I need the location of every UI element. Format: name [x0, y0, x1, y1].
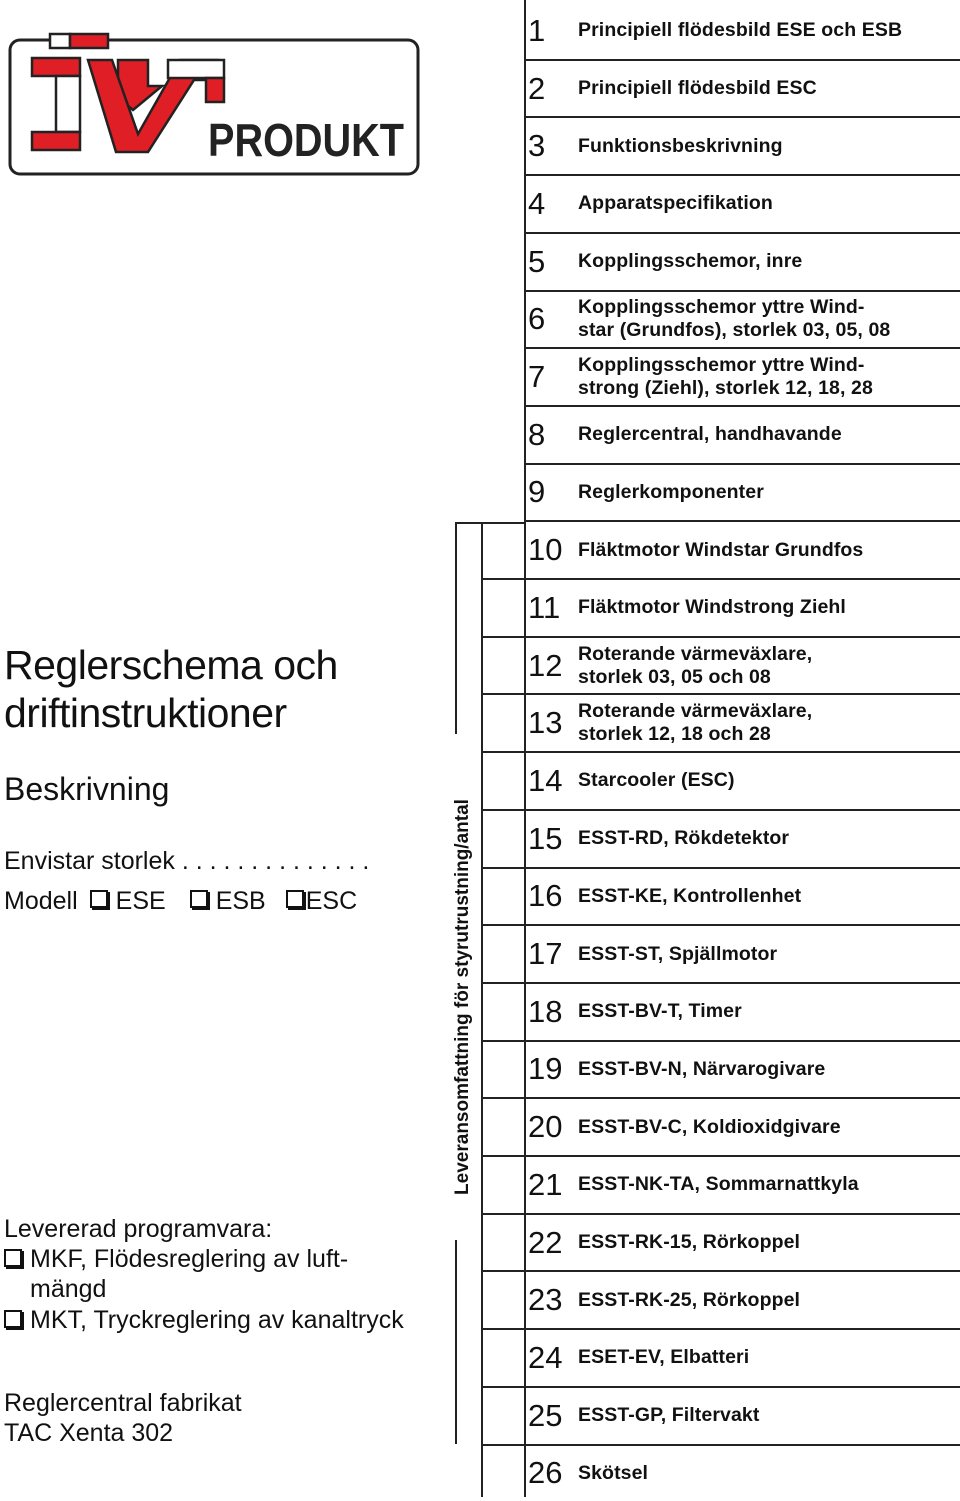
toc-number: 5 — [524, 244, 578, 280]
toc-row[interactable] — [524, 638, 960, 694]
toc-label: ESST-BV-T, Timer — [578, 1000, 742, 1023]
toc-label: Roterande värmeväxlare, storlek 03, 05 och 08 — [578, 643, 812, 689]
toc-label: Fläktmotor Windstar Grundfos — [578, 539, 863, 562]
toc-number: 22 — [524, 1225, 578, 1261]
toc-label: Fläktmotor Windstrong Ziehl — [578, 596, 846, 619]
toc-row[interactable] — [524, 3, 960, 59]
model-ese-label: ESE — [116, 886, 166, 916]
toc-row[interactable] — [524, 61, 960, 117]
model-esc-label: ESC — [306, 886, 357, 916]
software-item-mkf-line1: MKF, Flödesreglering av luft- — [30, 1245, 348, 1273]
toc-row[interactable] — [524, 522, 960, 578]
count-column-top-rule — [455, 522, 525, 524]
delivery-column-line-lower — [455, 1240, 457, 1444]
software-item-mkt — [4, 1305, 404, 1335]
toc-number: 7 — [524, 359, 578, 395]
toc-number: 10 — [524, 532, 578, 568]
size-field: Envistar storlek . . . . . . . . . . . . . . — [4, 846, 369, 876]
toc-row[interactable] — [524, 1215, 960, 1271]
software-item-mkt-line1: MKT, Tryckreglering av kanaltryck — [30, 1306, 404, 1334]
delivery-scope-label: Leveransomfattning för styrutrustning/antal — [452, 777, 476, 1217]
toc-label: Kopplingsschemor yttre Wind- star (Grundfos), storlek 03, 05, 08 — [578, 296, 890, 342]
toc-label: ESST-RD, Rökdetektor — [578, 827, 789, 850]
toc-label: ESST-BV-N, Närvarogivare — [578, 1058, 825, 1081]
toc-row[interactable] — [524, 753, 960, 809]
toc-label: Principiell flödesbild ESC — [578, 77, 817, 100]
toc-row[interactable] — [524, 695, 960, 751]
doc-title-line2: driftinstruktioner — [4, 690, 287, 736]
toc-label: ESST-BV-C, Koldioxidgivare — [578, 1116, 841, 1139]
toc-row[interactable] — [524, 1446, 960, 1501]
toc-number: 23 — [524, 1282, 578, 1318]
toc-number: 11 — [524, 590, 578, 626]
toc-label: Principiell flödesbild ESE och ESB — [578, 19, 902, 42]
toc-row[interactable] — [524, 118, 960, 174]
checkbox-esb[interactable] — [190, 890, 208, 908]
toc-label: ESST-ST, Spjällmotor — [578, 943, 777, 966]
checkbox-esc[interactable] — [286, 890, 304, 908]
software-item-mkf-line2: mängd — [30, 1274, 106, 1304]
toc-label: ESST-KE, Kontrollenhet — [578, 885, 801, 908]
toc-label: Reglerkomponenter — [578, 481, 764, 504]
toc-number: 25 — [524, 1398, 578, 1434]
toc-number: 14 — [524, 763, 578, 799]
model-esb-label: ESB — [216, 886, 266, 916]
model-row — [4, 886, 357, 916]
doc-title-line1: Reglerschema och — [4, 642, 338, 688]
toc-number: 12 — [524, 648, 578, 684]
toc-row[interactable] — [524, 465, 960, 521]
toc-number: 19 — [524, 1051, 578, 1087]
toc-label: Reglercentral, handhavande — [578, 423, 842, 446]
toc-number: 6 — [524, 301, 578, 337]
checkbox-ese[interactable] — [90, 890, 108, 908]
toc-label: Skötsel — [578, 1462, 648, 1485]
software-item-mkf — [4, 1244, 348, 1274]
toc-number: 4 — [524, 186, 578, 222]
toc-number: 15 — [524, 821, 578, 857]
toc-row[interactable] — [524, 1042, 960, 1098]
toc-number: 13 — [524, 705, 578, 741]
toc-row[interactable] — [524, 1388, 960, 1444]
toc-number: 26 — [524, 1455, 578, 1491]
toc-number: 24 — [524, 1340, 578, 1376]
toc-number: 3 — [524, 128, 578, 164]
toc-number: 9 — [524, 474, 578, 510]
toc-row[interactable] — [524, 407, 960, 463]
toc-label: Funktionsbeskrivning — [578, 135, 783, 158]
toc-label: ESST-NK-TA, Sommarnattkyla — [578, 1173, 859, 1196]
toc-row[interactable] — [524, 869, 960, 925]
toc-row[interactable] — [524, 1157, 960, 1213]
toc-row[interactable] — [524, 984, 960, 1040]
toc-number: 2 — [524, 71, 578, 107]
count-column-line — [481, 522, 483, 1497]
toc-number: 18 — [524, 994, 578, 1030]
toc-number: 8 — [524, 417, 578, 453]
controller-line1: Reglercentral fabrikat — [4, 1388, 242, 1418]
toc-row[interactable] — [524, 176, 960, 232]
toc-label: ESST-RK-25, Rörkoppel — [578, 1289, 800, 1312]
toc-row[interactable] — [524, 292, 960, 348]
toc-number: 1 — [524, 13, 578, 49]
toc-row[interactable] — [524, 1272, 960, 1328]
section-heading: Beskrivning — [4, 771, 169, 808]
toc-row[interactable] — [524, 580, 960, 636]
toc-label: Roterande värmeväxlare, storlek 12, 18 och 28 — [578, 700, 812, 746]
model-label: Modell — [4, 886, 78, 916]
toc-number: 16 — [524, 878, 578, 914]
toc-row[interactable] — [524, 234, 960, 290]
toc-label: Apparatspecifikation — [578, 192, 773, 215]
toc-row[interactable] — [524, 811, 960, 867]
toc-number: 21 — [524, 1167, 578, 1203]
logo-wordmark: PRODUKT — [208, 114, 404, 166]
toc-label: Kopplingsschemor yttre Wind- strong (Ziehl), storlek 12, 18, 28 — [578, 354, 873, 400]
toc-label: ESST-GP, Filtervakt — [578, 1404, 759, 1427]
toc-row[interactable] — [524, 1099, 960, 1155]
checkbox-mkt[interactable] — [4, 1310, 22, 1328]
toc-row[interactable] — [524, 926, 960, 982]
toc-label: ESST-RK-15, Rörkoppel — [578, 1231, 800, 1254]
toc-label: Starcooler (ESC) — [578, 769, 735, 792]
toc-number: 20 — [524, 1109, 578, 1145]
controller-line2: TAC Xenta 302 — [4, 1418, 173, 1448]
toc-label: ESET-EV, Elbatteri — [578, 1346, 749, 1369]
iv-produkt-logo — [8, 26, 422, 178]
toc-number: 17 — [524, 936, 578, 972]
toc-row[interactable] — [524, 349, 960, 405]
delivery-column-line-upper — [455, 522, 457, 734]
toc-label: Kopplingsschemor, inre — [578, 250, 802, 273]
software-heading: Levererad programvara: — [4, 1214, 272, 1244]
checkbox-mkf[interactable] — [4, 1249, 22, 1267]
toc-row[interactable] — [524, 1330, 960, 1386]
